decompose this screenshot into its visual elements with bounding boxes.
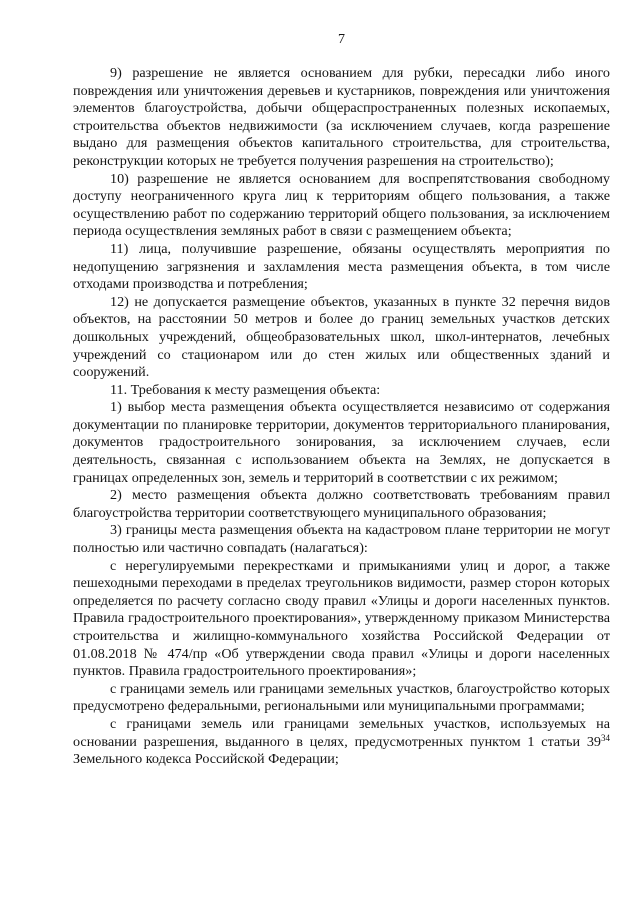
restriction-text-start: с границами земель или границами земельных участков, используемых на основании разрешения, выданного в целях, предусмотренных пунктом 1 статьи 39 <box>73 715 610 750</box>
section-heading-11: 11. Требования к месту размещения объекта: <box>110 381 381 398</box>
paragraph-item-9: 9) разрешение не является основанием для рубки, пересадки либо иного повреждения или уничтожения деревьев и кустарников, повреждения или уничтожения элементов благоустройства, добычи общераспространенных полезных ископаемых, строительства объектов недвижимости (за исключением случаев, когда разрешение выдано для размещения объектов капитального строительства, для строительства, реконструкции которых не требуется получения разрешения на строительство); <box>73 65 610 169</box>
restriction-intersections: с нерегулируемыми перекрестками и примыканиями улиц и дорог, а также пешеходными переходами в пределах треугольников видимости, размер сторон которых определяется по расчету согласно своду правил «Улицы и дороги населенных пунктов. Правила градостроительного проектирования», утвержденному приказом Министерства строительства и жилищно-коммунального хозяйства Российской Федерации от 01.08.2018 № 474/пр «Об утверждении свода правил «Улицы и дороги населенных пунктов. Правила градостроительного проектирования»; <box>73 557 610 680</box>
document-body <box>73 65 610 769</box>
paragraph-item-10: 10) разрешение не является основанием для воспрепятствования свободному доступу неограниченного круга лиц к территориям общего пользования, а также осуществлению работ по содержанию территорий общего пользования, за исключением периода осуществления земляных работ в связи с размещением объекта; <box>73 170 610 240</box>
paragraph-item-12: 12) не допускается размещение объектов, указанных в пункте 32 перечня видов объектов, на расстоянии 50 метров и более до границ земельных участков детских дошкольных учреждений, общеобразовательных школ, школ-интернатов, лечебных учреждений со стационаром или до стен жилых или общественных зданий и сооружений. <box>73 293 610 381</box>
requirement-item-3: 3) границы места размещения объекта на кадастровом плане территории не могут полностью или частично совпадать (налагаться): <box>73 522 610 557</box>
restriction-permitted-land <box>73 716 610 769</box>
paragraph-item-11: 11) лица, получившие разрешение, обязаны осуществлять мероприятия по недопущению загрязнения и захламления места размещения объекта, в том числе отходами производства и потребления; <box>73 240 610 293</box>
restriction-landscaping-programs: с границами земель или границами земельных участков, благоустройство которых предусмотрено федеральными, региональными или муниципальными программами; <box>73 680 610 715</box>
page-number: 7 <box>338 32 345 47</box>
requirement-item-2: 2) место размещения объекта должно соответствовать требованиям правил благоустройства территории соответствующего муниципального образования; <box>73 487 610 521</box>
requirement-item-1: 1) выбор места размещения объекта осуществляется независимо от содержания документации по планировке территории, документов территориального планирования, документов градостроительного зонирования, за исключением случаев, если деятельность, связанная с использованием объекта на Землях, не допускается в границах определенных зон, земель и территорий в соответствии с их режимом; <box>73 399 610 486</box>
article-superscript: 34 <box>601 732 610 743</box>
restriction-text-end: Земельного кодекса Российской Федерации; <box>73 751 339 768</box>
document-page <box>73 32 610 769</box>
